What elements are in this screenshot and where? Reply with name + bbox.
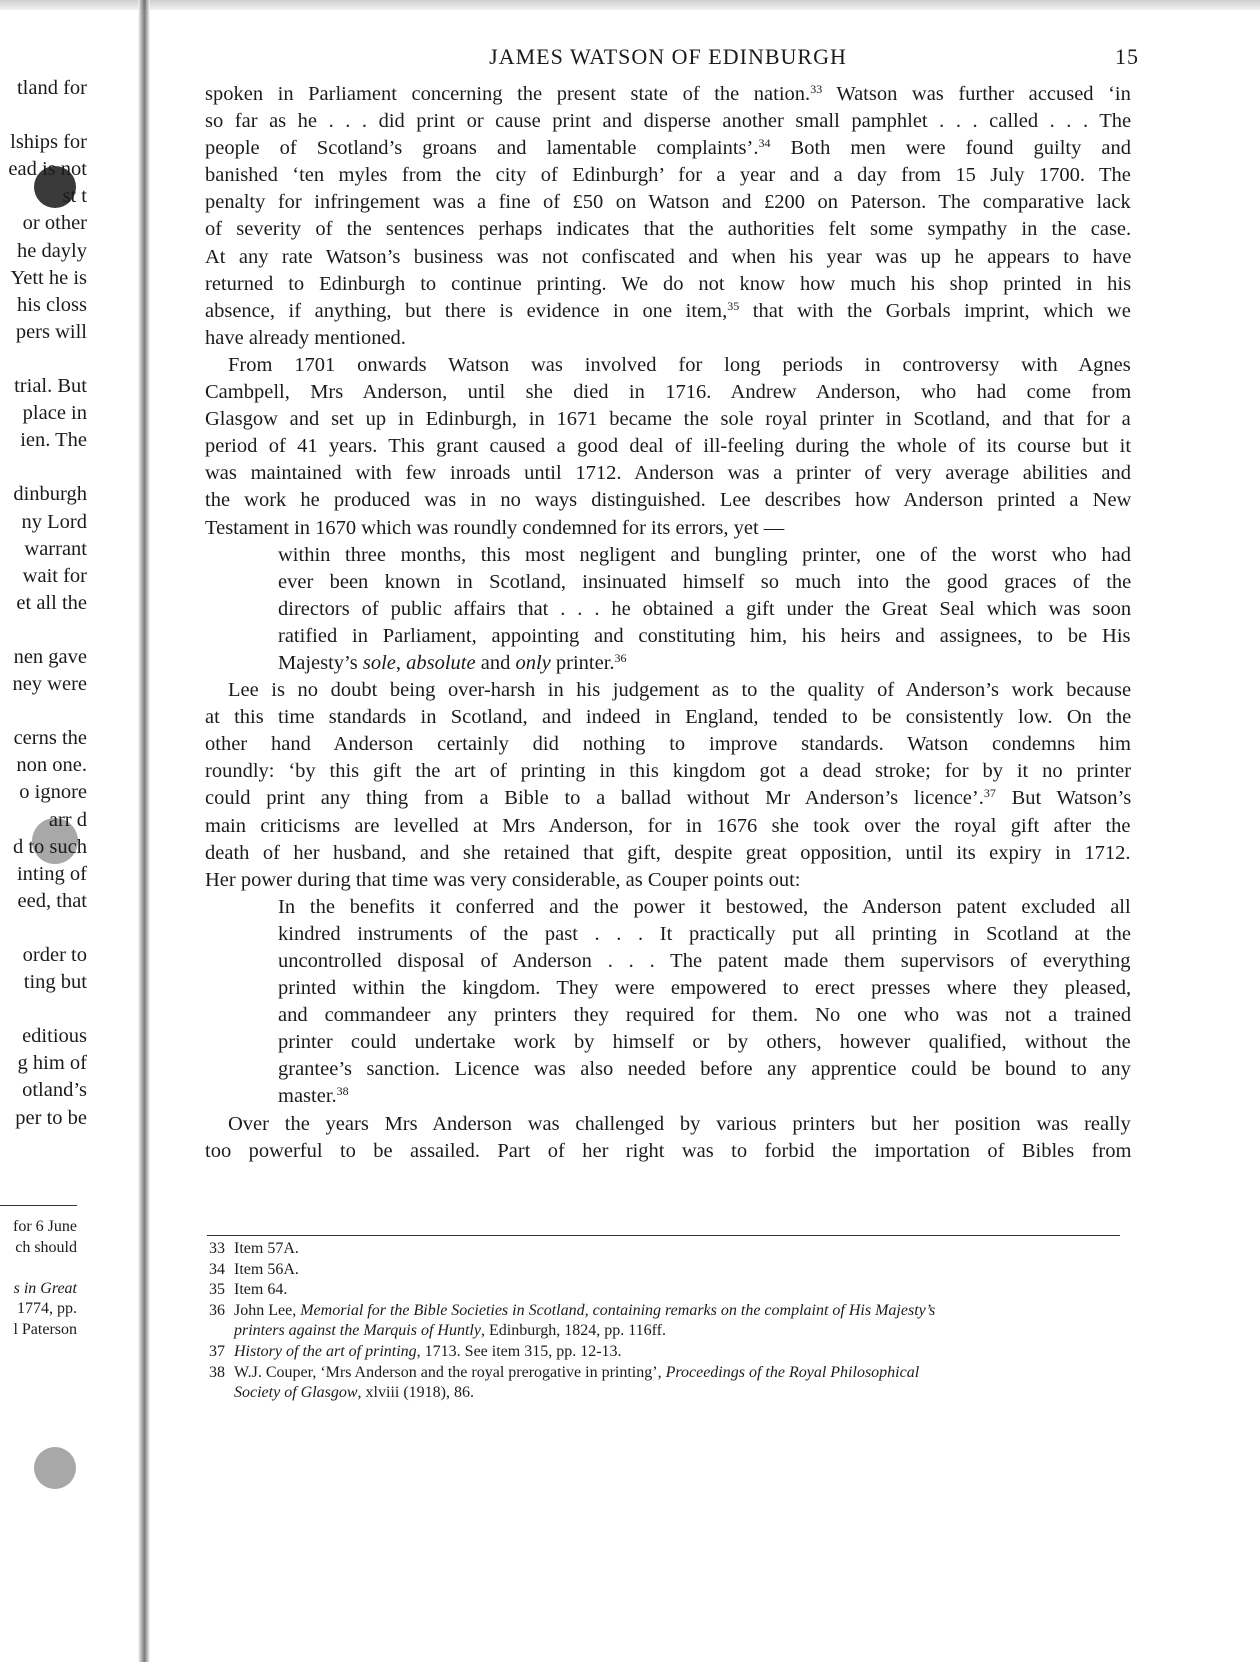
running-header [205, 44, 1139, 74]
facing-page-line: st t [62, 185, 87, 208]
footnote-reference: 34 [758, 136, 771, 151]
facing-page-footnote-line [0, 1238, 77, 1259]
text-run: for 6 June [13, 1218, 77, 1235]
facing-page-line [0, 915, 87, 942]
facing-page-line [0, 698, 87, 725]
footnote [209, 1342, 935, 1363]
facing-page-line: cerns the [13, 727, 87, 750]
facing-page-line: lships for [10, 131, 87, 154]
text-line [205, 867, 801, 894]
facing-page-line: trial. But [14, 375, 87, 398]
text-line [205, 758, 1131, 785]
text-run: But Watson’s [995, 787, 1132, 810]
text-line [205, 460, 1131, 487]
text-run: From 1701 onwards Watson was involved for long periods in controversy with Agnes [228, 353, 1131, 376]
book-spine-shadow [138, 0, 150, 1662]
block-quote-line [278, 623, 1131, 650]
italic-text: Society of Glasgow [234, 1384, 358, 1402]
block-quote-line [278, 650, 627, 677]
facing-page-line: his closs [16, 293, 87, 316]
facing-page-line: non one. [16, 754, 87, 777]
footnote-number: 38 [209, 1363, 225, 1381]
footnote [209, 1280, 935, 1301]
text-line [205, 731, 1131, 758]
facing-page-line: otland’s [22, 1079, 87, 1102]
text-run: , 1713. See item 315, pp. 12-13. [416, 1342, 622, 1360]
text-run: John Lee, [234, 1301, 301, 1319]
text-run: At any rate Watson’s business was not confiscated and when his year was up he appears to have [205, 245, 1132, 268]
text-run: master. [278, 1085, 337, 1108]
text-run: could print any thing from a Bible to a ballad without Mr Anderson’s licence’. [205, 787, 984, 810]
text-line [205, 135, 1131, 162]
text-run: banished ‘ten myles from the city of Edinburgh’ for a year and a day from 15 July 1700. The [205, 164, 1131, 187]
facing-page-footnote-line [0, 1299, 77, 1320]
facing-page-line: per to be [15, 1106, 87, 1129]
text-run: Item 57A. [234, 1240, 299, 1257]
facing-page-line: warrant [24, 537, 87, 560]
running-title: JAMES WATSON OF EDINBURGH [489, 44, 847, 69]
footnote [209, 1301, 935, 1322]
text-run: death of her husband, and she retained that gift, despite great opposition, until its expiry in 1712. [205, 841, 1131, 864]
facing-page-footnote-line [0, 1258, 77, 1279]
text-line [205, 379, 1131, 406]
italic-text: sole [362, 651, 396, 674]
text-run: grantee’s sanction. Licence was also needed before any apprentice could be bound to any [278, 1058, 1131, 1081]
text-run: , xlviii (1918), 86. [357, 1384, 474, 1402]
text-run: printer. [550, 651, 615, 674]
text-run: of severity of the sentences perhaps indicates that the authorities felt some sympathy in the case. [205, 218, 1132, 241]
text-run: l Paterson [13, 1320, 77, 1338]
facing-page-line: g him of [17, 1052, 87, 1075]
facing-page-footnote-line [0, 1279, 77, 1300]
text-run: main criticisms are levelled at Mrs Anderson, for in 1676 she took over the royal gift after the [205, 814, 1131, 837]
italic-text: Memorial for the Bible Societies in Scotland, containing remarks on the complaint of His Majesty’s [300, 1301, 936, 1319]
text-line [205, 298, 1131, 325]
facing-page-line: arr d [48, 808, 87, 831]
block-quote-line [278, 596, 1131, 623]
block-quote-line [278, 894, 1131, 921]
text-line [205, 785, 1131, 812]
italic-text: printers against the Marquis of Huntly [234, 1322, 481, 1340]
text-run: Both men were found guilty and [770, 137, 1131, 160]
text-run: 1774, pp. [17, 1300, 77, 1318]
block-quote-line [278, 542, 1131, 569]
text-run: ch should [15, 1238, 77, 1256]
facing-page-line: nen gave [13, 645, 87, 668]
facing-page-line: d to such [12, 835, 87, 858]
block-quote-line [278, 921, 1131, 948]
text-run: and commandeer any printers they required for them. No one who was not a trained [278, 1004, 1132, 1027]
facing-page-line: ney were [12, 673, 87, 696]
text-line [205, 515, 784, 542]
footnote-number: 36 [209, 1301, 225, 1319]
text-run: ever been known in Scotland, insinuated himself so much into the good graces of the [278, 570, 1132, 593]
facing-page-line: editious [22, 1025, 87, 1048]
text-line [205, 840, 1131, 867]
text-run: spoken in Parliament concerning the present state of the nation. [205, 83, 811, 105]
text-run: Watson was further accused ‘in [822, 83, 1131, 105]
block-quote-line [278, 569, 1131, 596]
facing-page-line: Yett he is [10, 266, 87, 289]
facing-page-line: ting but [23, 971, 87, 994]
text-run: returned to Edinburgh to continue printing. We do not know how much his shop printed in his [205, 272, 1132, 295]
text-run: was maintained with few inroads until 1712. Anderson was a printer of very average abilities and [205, 462, 1131, 485]
text-run: so far as he . . . did print or cause print and disperse another small pamphlet . . . called . . . The [205, 110, 1132, 133]
text-line [205, 325, 406, 352]
text-run: too powerful to be assailed. Part of her right was to forbid the importation of Bibles from [205, 1139, 1132, 1162]
footnotes [209, 1239, 935, 1404]
text-line [205, 433, 1131, 460]
text-run: printed within the kingdom. They were empowered to erect presses where they pleased, [278, 977, 1132, 1000]
text-run: Cambpell, Mrs Anderson, until she died in 1716. Andrew Anderson, who had come from [205, 381, 1132, 404]
text-line [228, 677, 1131, 704]
facing-page-line: ny Lord [21, 510, 87, 533]
text-line [205, 704, 1131, 731]
italic-text: absolute [406, 651, 476, 674]
text-run: Over the years Mrs Anderson was challenged by various printers but her position was really [228, 1112, 1131, 1135]
text-run: Item 64. [234, 1281, 288, 1299]
facing-page-line [0, 617, 87, 644]
punch-hole [34, 1447, 76, 1489]
text-run: Majesty’s [278, 651, 363, 674]
text-run: ratified in Parliament, appointing and constituting him, his heirs and assignees, to be His [278, 624, 1131, 647]
footnote [209, 1239, 935, 1260]
text-run: uncontrolled disposal of Anderson . . . The patent made them supervisors of everything [278, 950, 1131, 972]
text-line [205, 189, 1131, 216]
text-run: Glasgow and set up in Edinburgh, in 1671 became the sole royal printer in Scotland, and that for a [205, 408, 1131, 431]
footnote-reference: 36 [614, 650, 627, 665]
footnote-rule [207, 1235, 1120, 1236]
text-line [205, 108, 1131, 135]
text-line [205, 216, 1131, 243]
text-run: other hand Anderson certainly did nothing to improve standards. Watson condemns him [205, 733, 1131, 756]
footnote-number: 35 [209, 1281, 225, 1299]
scan-edge [0, 0, 1260, 10]
footnote-reference: 35 [727, 298, 740, 313]
text-line [205, 406, 1131, 433]
facing-page-footnote-rule [0, 1205, 77, 1206]
facing-page-text [0, 75, 87, 1132]
page-number: 15 [1115, 44, 1139, 69]
facing-page-footnotes [0, 1217, 77, 1341]
block-quote-line [278, 1056, 1131, 1083]
text-run: within three months, this most negligent and bungling printer, one of the worst who had [278, 543, 1131, 566]
text-line [205, 1138, 1131, 1165]
text-run: and [475, 651, 516, 674]
facing-page-line [0, 346, 87, 373]
footnote [209, 1321, 935, 1342]
body-text [205, 81, 1131, 1165]
text-run: In the benefits it conferred and the power it bestowed, the Anderson patent excluded all [278, 895, 1131, 918]
facing-page-line: o ignore [19, 781, 87, 804]
text-run: kindred instruments of the past . . . It practically put all printing in Scotland at the [278, 922, 1131, 945]
facing-page-line: he dayly [16, 239, 87, 262]
text-run: , Edinburgh, 1824, pp. 116ff. [480, 1322, 666, 1340]
footnote-reference: 38 [336, 1084, 349, 1099]
facing-page-footnote-line [0, 1320, 77, 1341]
text-run: directors of public affairs that . . . he obtained a gift under the Great Seal which was soon [278, 597, 1132, 620]
facing-page-line: inting of [16, 862, 87, 885]
text-line [228, 1111, 1131, 1138]
text-line [205, 244, 1131, 271]
facing-page-line: place in [22, 402, 87, 425]
facing-page-line: or other [22, 212, 87, 235]
footnote-reference: 33 [810, 82, 823, 96]
footnote-reference: 37 [983, 786, 996, 801]
facing-page-line: tland for [16, 77, 87, 99]
facing-page-line [0, 454, 87, 481]
facing-page-line: dinburgh [13, 483, 87, 506]
text-run: penalty for infringement was a fine of £50 on Watson and £200 on Paterson. The comparative lack [205, 191, 1131, 214]
block-quote-line [278, 975, 1131, 1002]
text-run: period of 41 years. This grant caused a good deal of ill-feeling during the whole of its course but it [205, 435, 1132, 458]
text-run: at this time standards in Scotland, and indeed in England, tended to be consistently low. On the [205, 706, 1132, 729]
text-line [228, 352, 1131, 379]
text-run: roundly: ‘by this gift the art of printing in this kingdom got a dead stroke; for by it no printer [205, 760, 1132, 783]
text-run: W.J. Couper, ‘Mrs Anderson and the royal prerogative in printing’, [234, 1363, 666, 1381]
facing-page-line: eed, that [17, 889, 87, 912]
italic-text: only [515, 651, 551, 674]
block-quote-line [278, 1083, 349, 1110]
italic-text: s in Great [13, 1279, 77, 1297]
text-run: have already mentioned. [205, 326, 406, 349]
text-line [205, 81, 1131, 108]
text-run: Item 56A. [234, 1260, 299, 1278]
footnote-number: 33 [209, 1240, 225, 1257]
facing-page-line: ead is not [8, 158, 87, 181]
text-line [205, 271, 1131, 298]
block-quote-line [278, 1029, 1131, 1056]
text-run: Testament in 1670 which was roundly condemned for its errors, yet — [205, 516, 785, 539]
text-line [205, 487, 1131, 514]
footnote [209, 1363, 935, 1384]
footnote-number: 37 [209, 1342, 225, 1360]
text-run: the work he produced was in no ways distinguished. Lee describes how Anderson printed a New [205, 489, 1132, 512]
block-quote-line [278, 1002, 1131, 1029]
facing-page-line: et all the [16, 591, 87, 614]
text-run: Lee is no doubt being over-harsh in his judgement as to the quality of Anderson’s work because [228, 679, 1132, 702]
italic-text: History of the art of printing [234, 1342, 417, 1360]
facing-page-line: ien. The [20, 429, 87, 452]
text-run: Her power during that time was very considerable, as Couper points out: [205, 868, 801, 891]
facing-page-line: pers will [15, 320, 87, 343]
text-run: that with the Gorbals imprint, which we [739, 299, 1131, 322]
facing-page-line: wait for [22, 564, 87, 587]
italic-text: Proceedings of the Royal Philosophical [665, 1363, 920, 1381]
footnote [209, 1383, 935, 1404]
text-run: absence, if anything, but there is evidence in one item, [205, 299, 728, 322]
footnote [209, 1260, 935, 1281]
facing-page-line: order to [22, 944, 87, 966]
text-run: printer could undertake work by himself or by others, however qualified, without the [278, 1031, 1131, 1054]
footnote-number: 34 [209, 1260, 225, 1278]
facing-page-footnote-line [0, 1217, 77, 1238]
text-line [205, 162, 1131, 189]
facing-page-line [0, 102, 87, 129]
facing-page-line [0, 996, 87, 1023]
block-quote-line [278, 948, 1131, 975]
text-run: , [395, 651, 407, 674]
text-line [205, 813, 1131, 840]
text-run: people of Scotland’s groans and lamentable complaints’. [205, 137, 759, 160]
